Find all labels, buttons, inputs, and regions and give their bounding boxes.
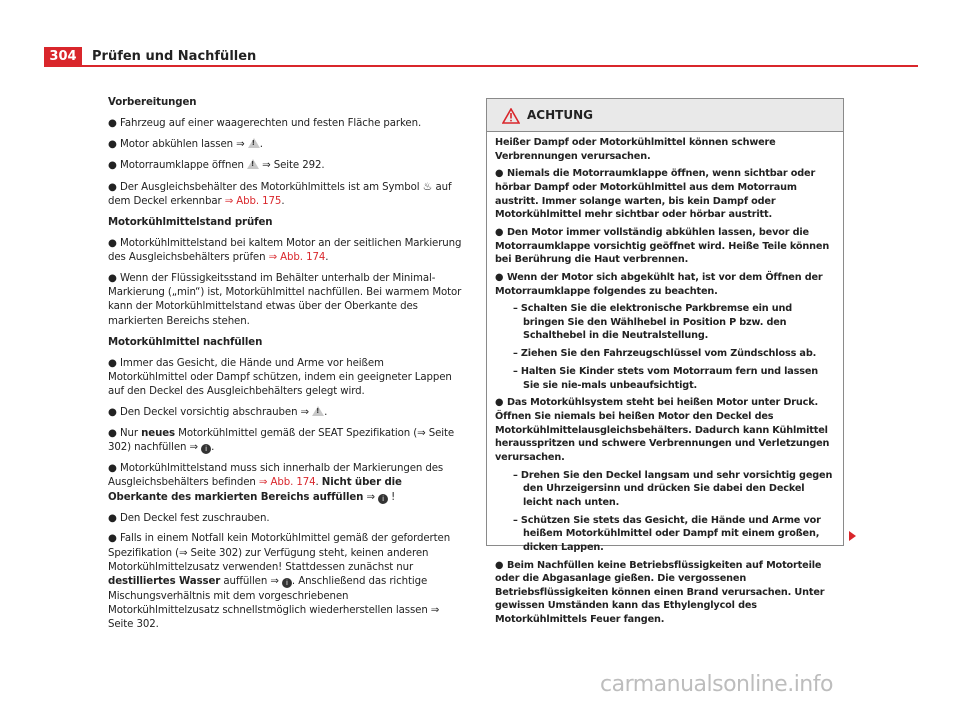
list-item: ● Nur neues Motorkühlmittel gemäß der SEAT Spezifikation (⇒ Seite 302) nachfüllen ⇒ i . xyxy=(108,427,455,454)
bullet-icon: ● xyxy=(108,117,117,129)
warning-box-header xyxy=(487,99,843,132)
header-rule xyxy=(82,65,918,67)
warning-intro: Heißer Dampf oder Motorkühlmittel können schwere Verbrennungen verursachen. xyxy=(495,137,776,162)
warning-title: ACHTUNG xyxy=(527,108,593,122)
figure-link[interactable]: ⇒ Abb. 174 xyxy=(268,251,326,263)
bullet-icon: ● xyxy=(495,559,504,571)
warning-body xyxy=(487,132,843,626)
list-item: ● Motorkühlmittelstand muss sich innerhalb der Markierungen des Ausgleichsbehälters befinden ⇒ Abb. 174. Nicht über die Oberkante des markierten Bereichs auffüllen ⇒ i ! xyxy=(108,463,444,503)
list-item: ● Immer das Gesicht, die Hände und Arme vor heißem Motorkühlmittel oder Dampf schützen, indem ein geeigneter Lappen auf den Deckel des Ausgleichbehälters gelegt wird. xyxy=(108,357,452,398)
warning-item: ● Beim Nachfüllen keine Betriebsflüssigkeiten auf Motorteile oder die Abgasanlage gießen. Die vergossenen Betriebsflüssigkeiten können einen Brand verursachen. Unter gewissen Umständen kann das Ethylenglycol des Motorkühlmittels Feuer fangen. xyxy=(495,559,825,625)
list-item: ● Motor abkühlen lassen ⇒ ! . xyxy=(108,138,462,152)
list-item: ● Der Ausgleichsbehälter des Motorkühlmittels ist am Symbol ♨ auf dem Deckel erkennbar ⇒ Abb. 175. xyxy=(108,179,452,207)
info-icon[interactable]: i xyxy=(201,444,211,454)
bullet-icon: ● xyxy=(108,512,117,524)
section-heading-refill: Motorkühlmittel nachfüllen xyxy=(108,336,263,348)
continue-arrow-icon xyxy=(849,531,856,541)
bullet-icon: ● xyxy=(108,463,117,475)
warning-item: ● Niemals die Motorraumklappe öffnen, wenn sichtbar oder hörbar Dampf oder Motorkühlmittel aus dem Motorraum austritt. Immer solange warten, bis kein Dampf oder Motorkühlmittel mehr sichtbar oder hörbar austritt. xyxy=(495,168,816,221)
warning-triangle-icon xyxy=(502,108,520,124)
info-icon[interactable]: i xyxy=(378,494,388,504)
list-item: ● Fahrzeug auf einer waagerechten und festen Fläche parken. xyxy=(108,117,462,131)
info-icon[interactable]: i xyxy=(282,578,292,588)
list-item: ● Motorraumklappe öffnen ! ⇒ Seite 292. xyxy=(108,159,462,173)
bullet-icon: ● xyxy=(108,272,117,284)
warning-subitem: – Schalten Sie die elektronische Parkbremse ein und bringen Sie den Wählhebel in Position P bzw. den Schalthebel in die Neutralstellung. xyxy=(513,303,793,342)
bullet-icon: ● xyxy=(108,159,117,171)
warning-item: ● Wenn der Motor sich abgekühlt hat, ist vor dem Öffnen der Motorraumklappe folgendes zu beachten. xyxy=(495,271,823,297)
page-header xyxy=(0,0,960,70)
list-item: ● Motorkühlmittelstand bei kaltem Motor an der seitlichen Markierung des Ausgleichsbehälters prüfen ⇒ Abb. 174. xyxy=(108,237,462,263)
bullet-icon: ● xyxy=(495,271,504,283)
page-number: 304 xyxy=(44,47,82,67)
warning-item: ● Das Motorkühlsystem steht bei heißen Motor unter Druck. Öffnen Sie niemals bei heißen Motor den Deckel des Motorkühlmittelausgleichsbehälters. Dadurch kann Kühlmittel herausspritzen und schwere Verbrennungen und Verletzungen verursachen. xyxy=(495,397,830,463)
warning-subitem: – Ziehen Sie den Fahrzeugschlüssel vom Zündschloss ab. xyxy=(513,348,817,360)
section-heading-preparation: Vorbereitungen xyxy=(108,97,197,108)
warning-triangle-icon xyxy=(247,159,259,169)
warning-box xyxy=(486,98,844,625)
list-item: ● Den Deckel vorsichtig abschrauben ⇒ ! . xyxy=(108,406,462,420)
page-title: Prüfen und Nachfüllen xyxy=(92,49,257,64)
bullet-icon: ● xyxy=(108,181,117,193)
figure-link[interactable]: ⇒ Abb. 175 xyxy=(224,195,282,207)
bullet-icon: ● xyxy=(108,357,117,369)
bullet-icon: ● xyxy=(495,168,504,180)
watermark: carmanualsonline.info xyxy=(600,672,833,697)
coolant-symbol-icon: ♨ xyxy=(422,179,433,193)
list-item: ● Den Deckel fest zuschrauben. xyxy=(108,512,462,526)
bullet-icon: ● xyxy=(108,427,117,439)
bullet-icon: ● xyxy=(108,237,117,249)
warning-triangle-icon[interactable] xyxy=(312,406,324,416)
left-column xyxy=(108,96,462,639)
bullet-icon: ● xyxy=(495,397,504,409)
figure-link[interactable]: ⇒ Abb. 174 xyxy=(258,477,316,489)
list-item: ● Wenn der Flüssigkeitsstand im Behälter unterhalb der Minimal-Markierung („min“) ist, Motorkühlmittel nachfüllen. Bei warmem Motor kann der Motorkühlmittelstand etwas über der Oberkante des markierten Bereichs stehen. xyxy=(108,272,462,327)
warning-subitem: – Schützen Sie stets das Gesicht, die Hände und Arme vor heißem Motorkühlmittel oder Dampf mit einem großen, dicken Lappen. xyxy=(513,514,821,553)
page-reference-link[interactable]: ⇒ Seite 292. xyxy=(262,159,325,171)
warning-subitem: – Halten Sie Kinder stets vom Motorraum fern und lassen Sie sie nie-mals unbeaufsichtigt. xyxy=(513,366,819,391)
bullet-icon: ● xyxy=(108,406,117,418)
bullet-icon: ● xyxy=(108,138,117,150)
section-heading-check: Motorkühlmittelstand prüfen xyxy=(108,216,273,228)
bullet-icon: ● xyxy=(495,226,504,238)
bullet-icon: ● xyxy=(108,533,117,545)
warning-triangle-icon[interactable] xyxy=(248,138,260,148)
list-item: ● Falls in einem Notfall kein Motorkühlmittel gemäß der geforderten Spezifikation (⇒ Seite 302) zur Verfügung steht, keinen anderen Motorkühlmittelzusatz verwenden! Stattdessen zunächst nur destilliertes Wasser auffüllen ⇒ i . Anschließend das richtige Mischungsverhältnis mit dem vorgeschriebenen Motorkühlmittelzusatz schnellstmöglich wiederherstellen lassen ⇒ Seite 302. xyxy=(108,533,451,631)
warning-item: ● Den Motor immer vollständig abkühlen lassen, bevor die Motorraumklappe vorsichtig geöffnet wird. Heiße Teile können bei Berührung die Haut verbrennen. xyxy=(495,226,830,266)
warning-subitem: – Drehen Sie den Deckel langsam und sehr vorsichtig gegen den Uhrzeigersinn und drücken Sie dabei den Deckel leicht nach unten. xyxy=(513,469,833,508)
